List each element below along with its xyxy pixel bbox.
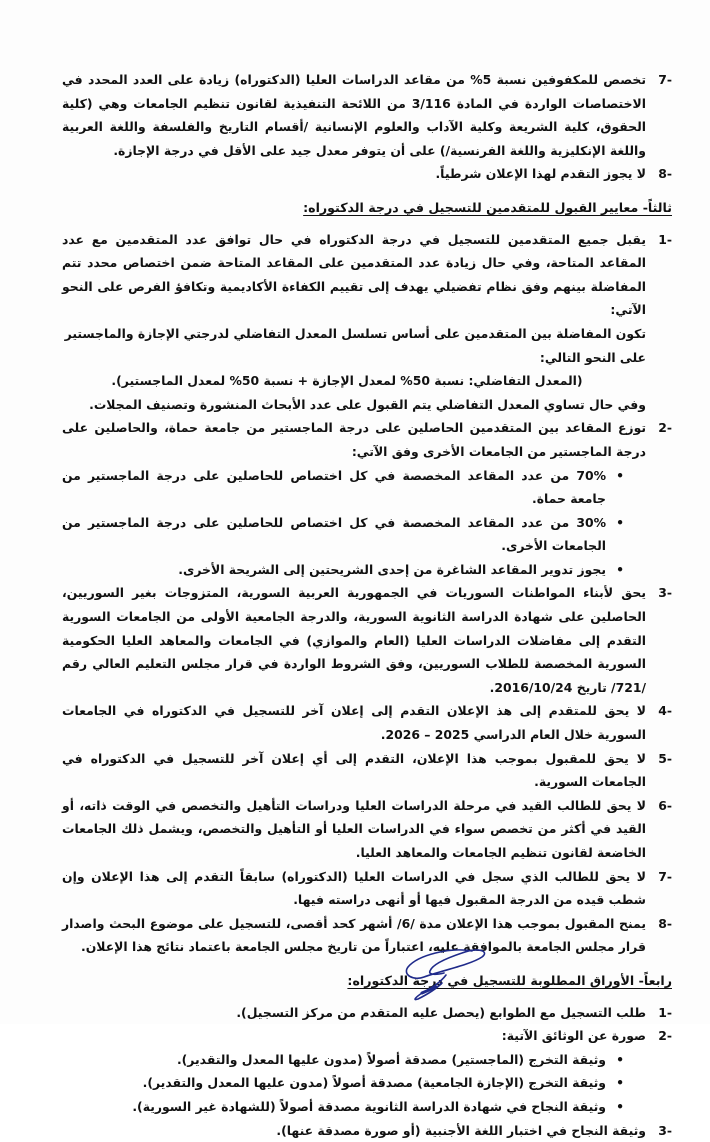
item-number: 1- — [658, 1004, 672, 1020]
list-item — [62, 865, 672, 912]
item-text: طلب التسجيل مع الطوابع (يحصل عليه المتقدم من مركز التسجيل). — [236, 1004, 646, 1020]
item-text: لا يحق للمتقدم إلى هذ الإعلان التقدم إلى إعلان آخر للتسجيل في الدكتوراه في الجامعات السورية خلال العام الدراسي 2025 – 2026. — [62, 703, 646, 743]
item-text: وثيقة النجاح في اختبار اللغة الأجنبية (أو صورة مصدقة عنها). — [276, 1122, 646, 1138]
section-heading-admission-criteria: ثالثاً- معايير القبول للمتقدمين للتسجيل في درجة الدكتوراه: — [303, 199, 672, 215]
item-number: 7- — [658, 72, 672, 87]
item-number: 6- — [658, 797, 672, 813]
bullet-item — [62, 511, 624, 558]
item-text: لا يحق للمقبول بموجب هذا الإعلان، التقدم إلى أي إعلان آخر للتسجيل في الدكتوراه في الجامعات السورية. — [62, 750, 646, 790]
item-number: 8- — [658, 915, 672, 931]
bullet-icon: • — [616, 1051, 624, 1067]
section-heading-required-documents: رابعاً- الأوراق المطلوبة للتسجيل في درجة الدكتوراه: — [347, 972, 672, 988]
bullet-icon: • — [616, 1075, 624, 1091]
bullet-text: وثيقة النجاح في شهادة الدراسة الثانوية مصدقة أصولاً (للشهادة غير السورية). — [132, 1098, 606, 1114]
item-number: 2- — [658, 420, 672, 436]
bullet-icon: • — [616, 561, 624, 577]
list-item — [62, 1001, 672, 1025]
bullet-list — [62, 464, 672, 582]
item-text: لا يحق للطالب القيد في مرحلة الدراسات العليا ودراسات التأهيل والتخصص في الوقت ذاته، أو القيد في أكثر من تخصص سواء في الدراسات العليا أو التأهيل والتخصص، ويشمل ذلك الجامعات الخاضعة لقانون تنظيم الجامعات والمعاهد العليا. — [62, 797, 646, 860]
item-number: 3- — [658, 585, 672, 601]
item-text: لا يجوز التقدم لهذا الإعلان شرطياً. — [435, 166, 646, 182]
item-text: تخصص للمكفوفين نسبة 5% من مقاعد الدراسات العليا (الدكتوراه) زيادة على العدد المحدد في الاختصاصات الواردة في المادة 3/116 من اللائحة التنفيذية لقانون تنظيم الجامعات وهي (كلية الحقوق، كلية الشريعة وكلية الآداب والعلوم الإنسانية /أقسام التاريخ والفلسفة واللغة العربية واللغة الإنكليزية واللغة الفرنسية/) على أن يتوفر معدل جيد على الأقل في درجة الإجازة. — [62, 72, 646, 158]
bullet-item — [62, 1071, 624, 1095]
signature-icon — [400, 945, 490, 1005]
bullet-icon: • — [616, 467, 624, 483]
bullet-item — [62, 558, 624, 582]
differential-formula: (المعدل التفاضلي: نسبة 50% لمعدل الإجازة + نسبة 50% لمعدل الماجستير). — [111, 373, 583, 389]
item-number: 4- — [658, 703, 672, 719]
list-item — [62, 68, 672, 162]
item-number: 7- — [658, 868, 672, 884]
item-number: 1- — [658, 231, 672, 247]
list-item — [62, 747, 672, 794]
list-item — [62, 228, 672, 322]
bullet-text: 70% من عدد المقاعد المخصصة في كل اختصاص للحاصلين على درجة الماجستير من جامعة حماة. — [62, 467, 606, 507]
tie-rule: وفي حال تساوي المعدل التفاضلي يتم القبول على عدد الأبحاث المنشورة وتصنيف المجلات. — [89, 396, 646, 412]
item-text: يمنح المقبول بموجب هذا الإعلان مدة /6/ أشهر كحد أقصى، للتسجيل على موضوع البحث واصدار قرار مجلس الجامعة بالموافقة عليه، اعتباراً من تاريخ مجلس الجامعة باعتماد نتائج هذا الإعلان. — [62, 915, 646, 955]
item-number: 2- — [658, 1028, 672, 1044]
bullet-text: 30% من عدد المقاعد المخصصة في كل اختصاص للحاصلين على درجة الماجستير من الجامعات الأخرى. — [62, 514, 606, 554]
list-item — [62, 581, 672, 699]
list-item — [62, 162, 672, 186]
bullet-item — [62, 464, 624, 511]
list-item — [62, 912, 672, 959]
list-item — [62, 416, 672, 463]
list-item — [62, 1119, 672, 1142]
item-text: يحق لأبناء المواطنات السوريات في الجمهورية العربية السورية، المتزوجات بغير السوريين، الحاصلين على شهادة الدراسة الثانوية السورية، والدرجة الجامعية الأولى من الجامعات السورية التقدم إلى مفاضلات الدراسات العليا (العام والموازي) في الجامعات والمعاهد العليا الحكومية السورية المخصصة للطلاب السوريين، وفق الشروط الواردة في قرار مجلس التعليم العالي رقم /721/ تاريخ 2016/10/24. — [62, 585, 646, 695]
bullet-icon: • — [616, 514, 624, 530]
list-item — [62, 1024, 672, 1048]
item-text: يقبل جميع المتقدمين للتسجيل في درجة الدكتوراه في حال توافق عدد المتقدمين مع عدد المقاعد المتاحة، وفي حال زيادة عدد المتقدمين على المقاعد المتاحة ضمن اختصاص محدد تتم المفاضلة بينهم وفق نظام تفضيلي يهدف إلى تقييم الكفاءة الأكاديمية وتكافؤ الفرص على النحو الآتي: — [62, 231, 646, 318]
item-continuation: تكون المفاضلة بين المتقدمين على أساس تسلسل المعدل التفاضلي لدرجتي الإجازة والماجستير على النحو التالي: — [64, 325, 646, 365]
list-item — [62, 699, 672, 746]
bullet-icon: • — [616, 1098, 624, 1114]
item-number: 8- — [658, 166, 672, 182]
bullet-list — [62, 1048, 672, 1119]
bullet-text: وثيقة التخرج (الإجازة الجامعية) مصدقة أصولاً (مدون عليها المعدل والتقدير). — [142, 1075, 606, 1091]
item-text: لا يحق للطالب الذي سجل في الدراسات العليا (الدكتوراه) سابقاً التقدم إلى هذا الإعلان وإن شطب قيده من الدرجة المقبول فيها أو أنهى دراسته فيها. — [62, 868, 646, 908]
bullet-item — [62, 1048, 624, 1072]
item-number: 3- — [658, 1122, 672, 1138]
item-number: 5- — [658, 750, 672, 766]
item-text: توزع المقاعد بين المتقدمين الحاصلين على درجة الماجستير من جامعة حماة، والحاصلين على درجة الماجستير من الجامعات الأخرى وفق الآتي: — [62, 420, 646, 459]
signature-stroke — [406, 950, 484, 1000]
bullet-text: وثيقة التخرج (الماجستير) مصدقة أصولاً (مدون عليها المعدل والتقدير). — [176, 1051, 606, 1067]
list-item — [62, 794, 672, 865]
bullet-item — [62, 1095, 624, 1119]
item-text: صورة عن الوثائق الآتية: — [501, 1028, 646, 1044]
document-body — [62, 68, 672, 1142]
bullet-text: يجوز تدوير المقاعد الشاغرة من إحدى الشريحتين إلى الشريحة الأخرى. — [178, 561, 606, 577]
